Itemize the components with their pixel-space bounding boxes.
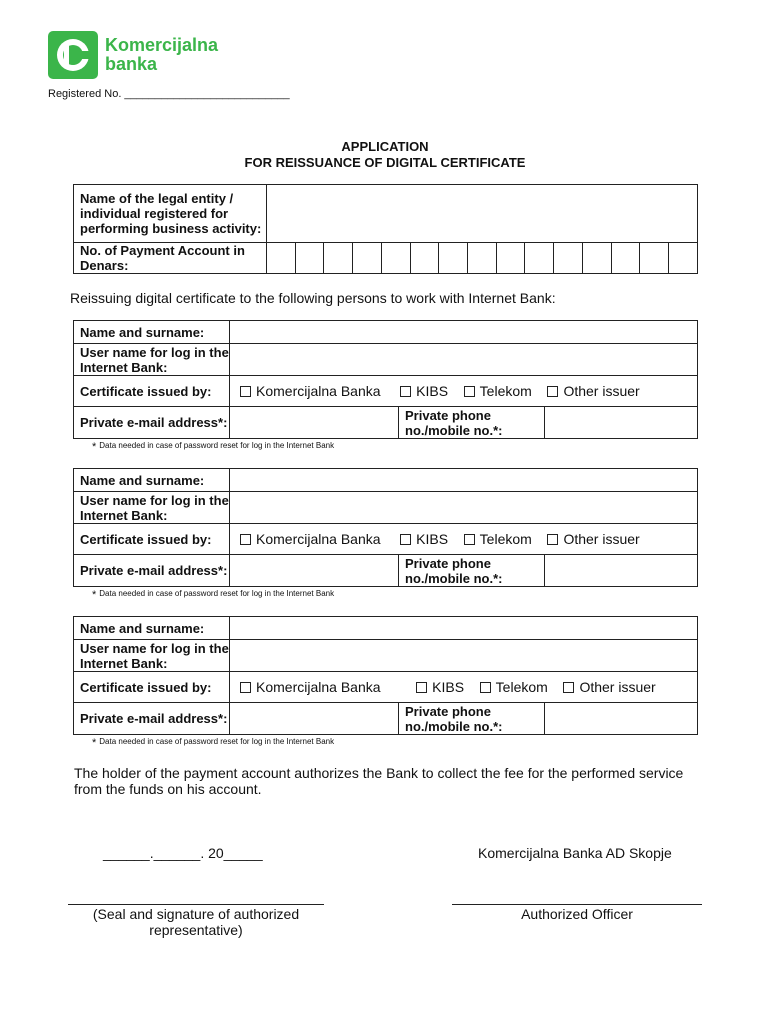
option-kibs-label: KIBS xyxy=(416,531,449,547)
phone-field[interactable] xyxy=(545,407,698,439)
email-label: Private e-mail address*: xyxy=(74,407,230,439)
account-digit-box[interactable] xyxy=(554,243,583,274)
certificate-issuer-label: Certificate issued by: xyxy=(74,376,230,407)
authorized-officer-caption: Authorized Officer xyxy=(521,906,633,922)
option-komercijalna-label: Komercijalna Banka xyxy=(256,679,381,695)
checkbox-kibs[interactable] xyxy=(416,682,427,693)
logo-line-2: banka xyxy=(105,54,158,74)
account-digit-box[interactable] xyxy=(267,243,296,274)
account-digit-box[interactable] xyxy=(669,243,698,274)
intro-text: Reissuing digital certificate to the following persons to work with Internet Bank: xyxy=(70,290,556,306)
checkbox-telekom[interactable] xyxy=(464,534,475,545)
date-line: ______.______. 20_____ xyxy=(103,845,263,861)
person-block-1 xyxy=(73,320,698,439)
account-digit-box[interactable] xyxy=(439,243,468,274)
phone-label: Private phone no./mobile no.*: xyxy=(399,703,545,735)
username-field[interactable] xyxy=(230,492,698,524)
username-label: User name for log in the Internet Bank: xyxy=(74,344,230,376)
checkbox-telekom[interactable] xyxy=(480,682,491,693)
option-other-label: Other issuer xyxy=(579,679,656,695)
account-digit-box[interactable] xyxy=(468,243,497,274)
account-digit-box[interactable] xyxy=(582,243,611,274)
account-number-label: No. of Payment Account in Denars: xyxy=(74,243,267,274)
seal-signature-caption: (Seal and signature of authorized representative) xyxy=(92,906,300,938)
account-digit-box[interactable] xyxy=(640,243,669,274)
entity-name-label: Name of the legal entity / individual registered for performing business activity: xyxy=(74,185,267,243)
signature-line-right xyxy=(452,904,702,905)
username-label: User name for log in the Internet Bank: xyxy=(74,640,230,672)
option-telekom-label: Telekom xyxy=(495,679,548,695)
name-surname-label: Name and surname: xyxy=(74,617,230,640)
certificate-issuer-options xyxy=(230,524,698,555)
account-digit-box[interactable] xyxy=(324,243,353,274)
entity-table xyxy=(73,184,698,274)
account-digit-box[interactable] xyxy=(410,243,439,274)
phone-label: Private phone no./mobile no.*: xyxy=(399,555,545,587)
option-other-label: Other issuer xyxy=(563,531,640,547)
email-label: Private e-mail address*: xyxy=(74,703,230,735)
reset-note: * Data needed in case of password reset for log in the Internet Bank xyxy=(92,441,335,453)
reset-note: * Data needed in case of password reset for log in the Internet Bank xyxy=(92,737,335,749)
logo-line-1: Komercijalna xyxy=(105,35,219,55)
authorization-text: The holder of the payment account authorizes the Bank to collect the fee for the performed service from the funds on his account. xyxy=(74,765,684,797)
checkbox-kibs[interactable] xyxy=(400,534,411,545)
signature-line-left xyxy=(68,904,324,905)
checkbox-komercijalna[interactable] xyxy=(240,386,251,397)
name-surname-label: Name and surname: xyxy=(74,321,230,344)
option-komercijalna-label: Komercijalna Banka xyxy=(256,531,381,547)
phone-label: Private phone no./mobile no.*: xyxy=(399,407,545,439)
bank-logo-text xyxy=(105,36,218,74)
checkbox-other-issuer[interactable] xyxy=(547,534,558,545)
name-surname-field[interactable] xyxy=(230,617,698,640)
email-field[interactable] xyxy=(230,703,399,735)
person-block-3 xyxy=(73,616,698,735)
option-other-label: Other issuer xyxy=(563,383,640,399)
entity-name-field[interactable] xyxy=(267,185,698,243)
account-digit-box[interactable] xyxy=(381,243,410,274)
account-digit-box[interactable] xyxy=(611,243,640,274)
name-surname-field[interactable] xyxy=(230,469,698,492)
option-komercijalna-label: Komercijalna Banka xyxy=(256,383,381,399)
username-label: User name for log in the Internet Bank: xyxy=(74,492,230,524)
option-telekom-label: Telekom xyxy=(479,531,532,547)
checkbox-kibs[interactable] xyxy=(400,386,411,397)
certificate-issuer-label: Certificate issued by: xyxy=(74,672,230,703)
account-digit-box[interactable] xyxy=(496,243,525,274)
account-digit-box[interactable] xyxy=(353,243,382,274)
name-surname-field[interactable] xyxy=(230,321,698,344)
username-field[interactable] xyxy=(230,344,698,376)
bank-logo-mark xyxy=(48,31,98,79)
person-block-2 xyxy=(73,468,698,587)
option-kibs-label: KIBS xyxy=(432,679,465,695)
certificate-issuer-label: Certificate issued by: xyxy=(74,524,230,555)
phone-field[interactable] xyxy=(545,703,698,735)
account-digit-box[interactable] xyxy=(525,243,554,274)
title-line-1: APPLICATION xyxy=(341,139,429,154)
email-field[interactable] xyxy=(230,555,399,587)
checkbox-komercijalna[interactable] xyxy=(240,534,251,545)
account-digit-box[interactable] xyxy=(295,243,324,274)
registered-number: Registered No. ___________________________ xyxy=(48,88,290,100)
reset-note: * Data needed in case of password reset for log in the Internet Bank xyxy=(92,589,335,601)
bank-name: Komercijalna Banka AD Skopje xyxy=(478,845,672,861)
checkbox-other-issuer[interactable] xyxy=(563,682,574,693)
phone-field[interactable] xyxy=(545,555,698,587)
checkbox-other-issuer[interactable] xyxy=(547,386,558,397)
email-field[interactable] xyxy=(230,407,399,439)
option-telekom-label: Telekom xyxy=(479,383,532,399)
email-label: Private e-mail address*: xyxy=(74,555,230,587)
certificate-issuer-options xyxy=(230,376,698,407)
title-line-2: FOR REISSUANCE OF DIGITAL CERTIFICATE xyxy=(244,155,526,170)
option-kibs-label: KIBS xyxy=(416,383,449,399)
certificate-issuer-options xyxy=(230,672,698,703)
name-surname-label: Name and surname: xyxy=(74,469,230,492)
checkbox-telekom[interactable] xyxy=(464,386,475,397)
checkbox-komercijalna[interactable] xyxy=(240,682,251,693)
username-field[interactable] xyxy=(230,640,698,672)
